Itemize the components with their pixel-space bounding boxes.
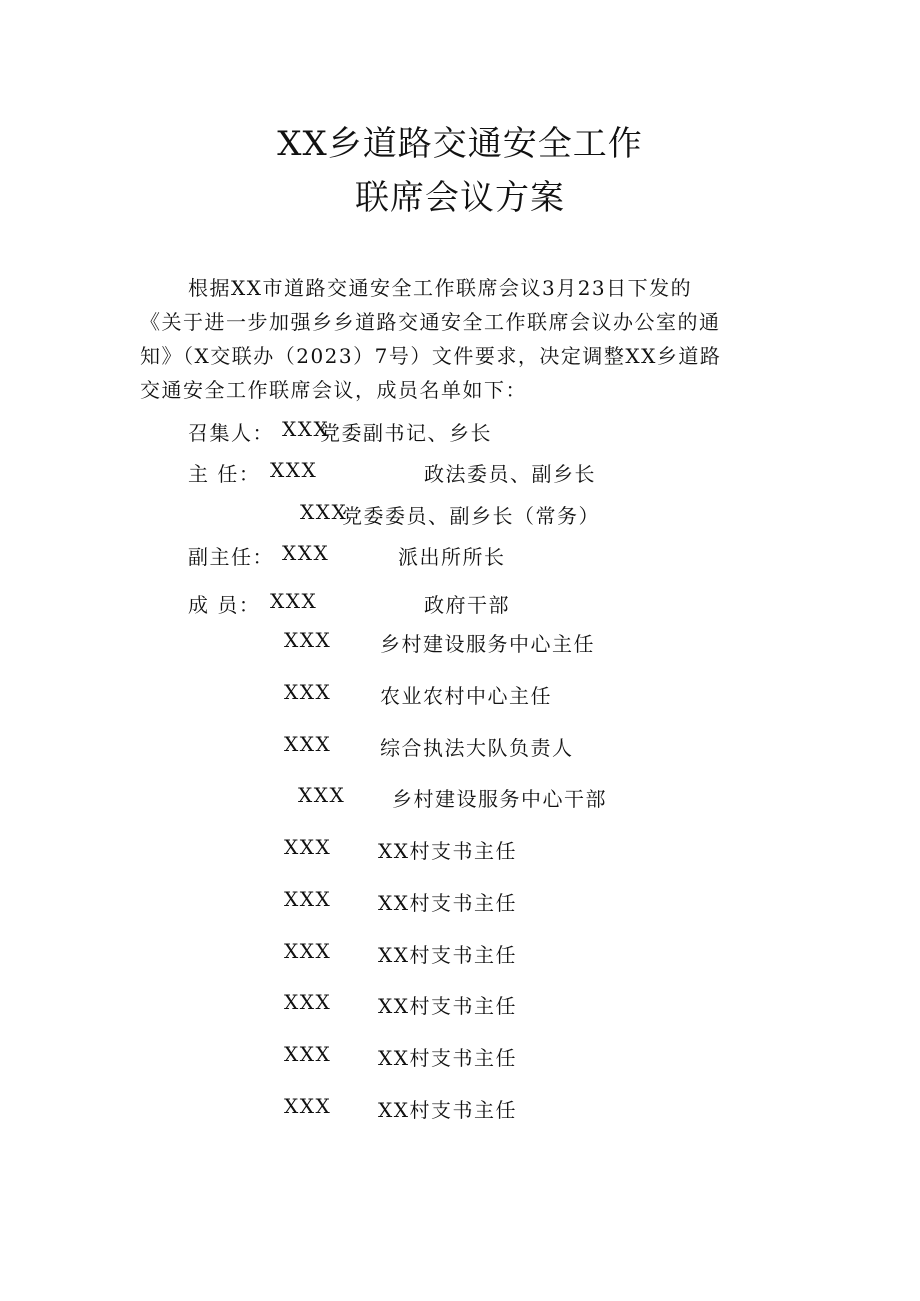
- member-title: XX村支书主任: [378, 839, 517, 863]
- member-name: XXX: [284, 1094, 332, 1118]
- member-name: XXX: [284, 628, 332, 652]
- member-title: 政府干部: [424, 593, 510, 617]
- member-name: XXX: [284, 680, 332, 704]
- deputy-name: XXX: [282, 541, 330, 565]
- member-name: XXX: [284, 1042, 332, 1066]
- member-name: XXX: [284, 939, 332, 963]
- member-title: XX村支书主任: [378, 891, 517, 915]
- director-title-1: 政法委员、副乡长: [424, 462, 596, 486]
- member-name: XXX: [284, 732, 332, 756]
- deputy-label: 副主任：: [188, 545, 274, 569]
- convener-label: 召集人：: [188, 421, 274, 445]
- document-title-line1: XX乡道路交通安全工作: [277, 124, 643, 164]
- member-title: XX村支书主任: [378, 1046, 517, 1070]
- member-name: XXX: [284, 887, 332, 911]
- member-title: 乡村建设服务中心干部: [392, 787, 607, 811]
- member-name: XXX: [298, 783, 346, 807]
- intro-line-3: 知》（X交联办（2023）7号）文件要求，决定调整XX乡道路: [140, 344, 722, 368]
- convener-name: XXX: [282, 417, 330, 441]
- member-title: XX村支书主任: [378, 994, 517, 1018]
- member-title: 乡村建设服务中心主任: [380, 632, 595, 656]
- convener-title: 党委副书记、乡长: [320, 421, 492, 445]
- intro-line-1: 根据XX市道路交通安全工作联席会议3月23日下发的: [188, 276, 693, 300]
- director-label: 主 任：: [188, 462, 261, 486]
- document-title-line2: 联席会议方案: [355, 178, 565, 218]
- member-name: XXX: [270, 589, 318, 613]
- director-name-2: XXX: [300, 500, 348, 524]
- member-title: 综合执法大队负责人: [380, 736, 574, 760]
- deputy-title: 派出所所长: [398, 545, 506, 569]
- member-name: XXX: [284, 990, 332, 1014]
- member-name: XXX: [284, 835, 332, 859]
- member-title: XX村支书主任: [378, 943, 517, 967]
- member-title: 农业农村中心主任: [380, 684, 552, 708]
- intro-line-2: 《关于进一步加强乡乡道路交通安全工作联席会议办公室的通: [140, 310, 721, 334]
- members-label: 成 员：: [188, 593, 261, 617]
- director-title-2: 党委委员、副乡长（常务）: [342, 504, 600, 528]
- member-title: XX村支书主任: [378, 1098, 517, 1122]
- director-name-1: XXX: [270, 458, 318, 482]
- intro-line-4: 交通安全工作联席会议，成员名单如下：: [140, 378, 527, 402]
